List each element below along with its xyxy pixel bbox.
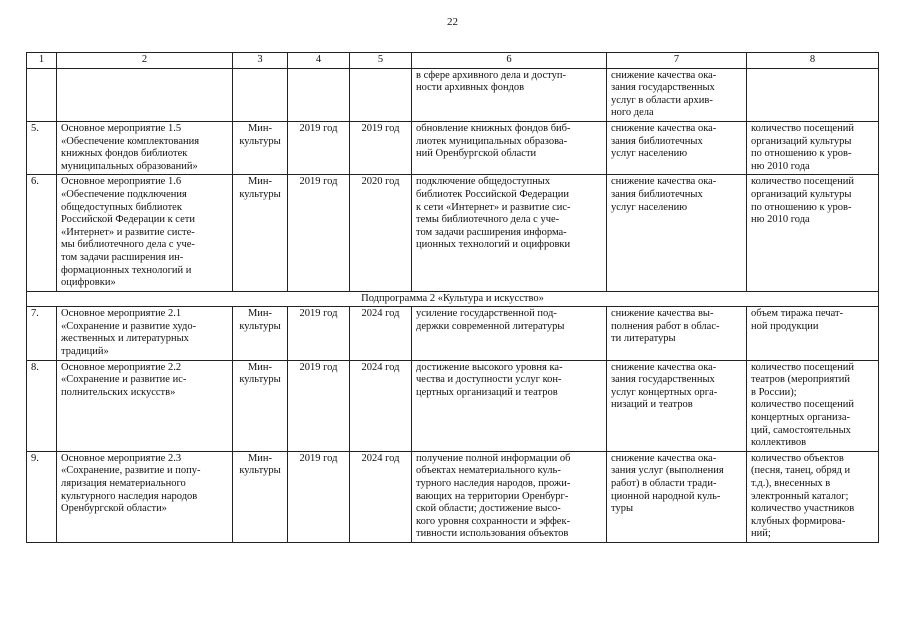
cell-consequence: снижение качества ока- зания библиотечных услуг населению [607,121,747,174]
cell-indicator: количество посещений театров (мероприятий в России); количество посещений концертных организа- ций, самостоятельных коллективов [747,360,879,451]
cell-start: 2019 год [288,451,350,542]
header-col-2: 2 [57,53,233,69]
continued-row [27,68,879,121]
cell-event: Основное мероприятие 1.6 «Обеспечение подключения общедоступных библиотек Российской Федерации к сети «Интернет» и развитие систе- мы библиотечного дела с уче- том задачи расширения ин- формационных технологий и оцифровки» [57,175,233,291]
table-row [27,451,879,542]
cell-consequence: снижение качества вы- полнения работ в облас- ти литературы [607,307,747,360]
cell-event: Основное мероприятие 2.3 «Сохранение, развитие и попу- ляризация нематериального культурного наследия народов Оренбургской области» [57,451,233,542]
cell-executor: Мин- культуры [233,360,288,451]
cell-result: усиление государственной под- держки современной литературы [412,307,607,360]
cell-indicator [747,68,879,121]
cell-end: 2019 год [350,121,412,174]
cell-num: 6. [27,175,57,291]
header-col-6: 6 [412,53,607,69]
cell-end: 2024 год [350,451,412,542]
cell-consequence: снижение качества ока- зания государственных услуг концертных орга- низаций и театров [607,360,747,451]
cell-start: 2019 год [288,360,350,451]
cell-num [27,68,57,121]
cell-consequence: снижение качества ока- зания государственных услуг в области архив- ного дела [607,68,747,121]
cell-indicator: объем тиража печат- ной продукции [747,307,879,360]
cell-result: в сфере архивного дела и доступ- ности архивных фондов [412,68,607,121]
header-col-8: 8 [747,53,879,69]
cell-event: Основное мероприятие 1.5 «Обеспечение комплектования книжных фондов библиотек муниципальных образований» [57,121,233,174]
cell-start: 2019 год [288,121,350,174]
cell-num: 5. [27,121,57,174]
header-col-4: 4 [288,53,350,69]
cell-indicator: количество объектов (песня, танец, обряд и т.д.), внесенных в электронный каталог; количество участников клубных формирова- ний; [747,451,879,542]
cell-executor: Мин- культуры [233,175,288,291]
header-col-3: 3 [233,53,288,69]
cell-indicator: количество посещений организаций культуры по отношению к уров- ню 2010 года [747,121,879,174]
header-col-5: 5 [350,53,412,69]
cell-end: 2020 год [350,175,412,291]
cell-start [288,68,350,121]
subprogram-row [27,291,879,307]
cell-result: обновление книжных фондов биб- лиотек муниципальных образова- ний Оренбургской области [412,121,607,174]
cell-num: 8. [27,360,57,451]
cell-event: Основное мероприятие 2.2 «Сохранение и развитие ис- полнительских искусств» [57,360,233,451]
cell-result: подключение общедоступных библиотек Российской Федерации к сети «Интернет» и развитие сис- темы библиотечного дела с уче- том задачи расширения информа- ционных технологий и оцифровки [412,175,607,291]
activities-table [26,52,879,543]
subprogram-title: Подпрограмма 2 «Культура и искусство» [27,291,879,307]
cell-event: Основное мероприятие 2.1 «Сохранение и развитие худо- жественных и литературных традиций» [57,307,233,360]
cell-executor: Мин- культуры [233,451,288,542]
table-row [27,121,879,174]
cell-result: получение полной информации об объектах нематериального куль- турного наследия народов, прожи- вающих на территории Оренбург- ской области; достижение высо- кого уровня сохранности и эффек- тивности использования объектов [412,451,607,542]
cell-end: 2024 год [350,360,412,451]
header-row [27,53,879,69]
page-number: 22 [447,16,458,28]
cell-end: 2024 год [350,307,412,360]
cell-result: достижение высокого уровня ка- чества и доступности услуг кон- цертных организаций и театров [412,360,607,451]
table-row [27,360,879,451]
cell-indicator: количество посещений организаций культуры по отношению к уров- ню 2010 года [747,175,879,291]
cell-end [350,68,412,121]
cell-event [57,68,233,121]
cell-num: 7. [27,307,57,360]
cell-consequence: снижение качества ока- зания библиотечных услуг населению [607,175,747,291]
cell-start: 2019 год [288,307,350,360]
table-row [27,175,879,291]
cell-consequence: снижение качества ока- зания услуг (выполнения работ) в области тради- ционной народной куль- туры [607,451,747,542]
header-col-7: 7 [607,53,747,69]
cell-executor: Мин- культуры [233,307,288,360]
cell-executor [233,68,288,121]
table-row [27,307,879,360]
cell-executor: Мин- культуры [233,121,288,174]
cell-start: 2019 год [288,175,350,291]
cell-num: 9. [27,451,57,542]
header-col-1: 1 [27,53,57,69]
